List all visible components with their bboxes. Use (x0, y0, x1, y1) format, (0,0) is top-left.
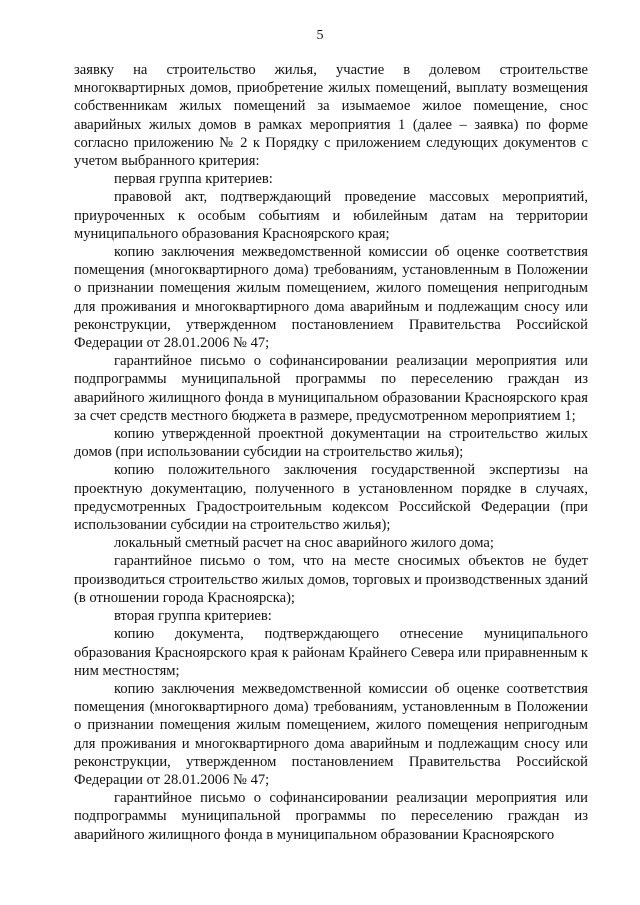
paragraph-application-intro: заявку на строительство жилья, участие в долевом строительстве многоквартирных домов, приобретение жилых помещений, выплату возмещения собственникам жилых помещений за изымаемое жилое помещение, снос аварийных жилых домов в рамках мероприятия 1 (далее – заявка) по форме согласно приложению № 2 к Порядку с приложением следующих документов с учетом выбранного критерия: (74, 62, 588, 170)
paragraph-demolition-estimate: локальный сметный расчет на снос аварийного жилого дома; (114, 535, 494, 552)
paragraph-cofinancing-letter-2: гарантийное письмо о софинансировании реализации мероприятия или подпрограммы муниципальной программы по переселению граждан из аварийного жилищного фонда в муниципальном образовании Красноярского (74, 790, 588, 843)
paragraph-state-expertise: копию положительного заключения государственной экспертизы на проектную документацию, полученного в установленном порядке в случаях, предусмотренных Градостроительным кодексом Российской Федерации (при использовании субсидии на строительство жилья); (74, 462, 588, 534)
document-body (74, 61, 588, 844)
paragraph-far-north-document: копию документа, подтверждающего отнесение муниципального образования Красноярского края к районам Крайнего Севера или приравненным к ним местностям; (74, 626, 588, 679)
paragraph-commission-conclusion-1: копию заключения межведомственной комиссии об оценке соответствия помещения (многоквартирного дома) требованиям, установленным в Положении о признании помещения жилым помещением, жилого помещения непригодным для проживания и многоквартирного дома аварийным и подлежащим сносу или реконструкции, утвержденном постановлением Правительства Российской Федерации от 28.01.2006 № 47; (74, 244, 588, 352)
paragraph-first-group-heading: первая группа критериев: (114, 171, 273, 188)
paragraph-no-construction-letter: гарантийное письмо о том, что на месте сносимых объектов не будет производиться строительство жилых домов, торговых и производственных зданий (в отношении города Красноярска); (74, 553, 588, 606)
paragraph-project-documentation: копию утвержденной проектной документации на строительство жилых домов (при использовании субсидии на строительство жилья); (74, 426, 588, 461)
paragraph-second-group-heading: вторая группа критериев: (114, 608, 272, 625)
paragraph-cofinancing-letter-1: гарантийное письмо о софинансировании реализации мероприятия или подпрограммы муниципальной программы по переселению граждан из аварийного жилищного фонда в муниципальном образовании Красноярского края за счет средств местного бюджета в размере, предусмотренном мероприятием 1; (74, 353, 588, 424)
paragraph-legal-act: правовой акт, подтверждающий проведение массовых мероприятий, приуроченных к особым событиям и юбилейным датам на территории муниципального образования Красноярского края; (74, 189, 588, 242)
paragraph-commission-conclusion-2: копию заключения межведомственной комиссии об оценке соответствия помещения (многоквартирного дома) требованиям, установленным в Положении о признании помещения жилым помещением, жилого помещения непригодным для проживания и многоквартирного дома аварийным и подлежащим сносу или реконструкции, утвержденном постановлением Правительства Российской Федерации от 28.01.2006 № 47; (74, 680, 588, 788)
page-number: 5 (316, 28, 324, 43)
